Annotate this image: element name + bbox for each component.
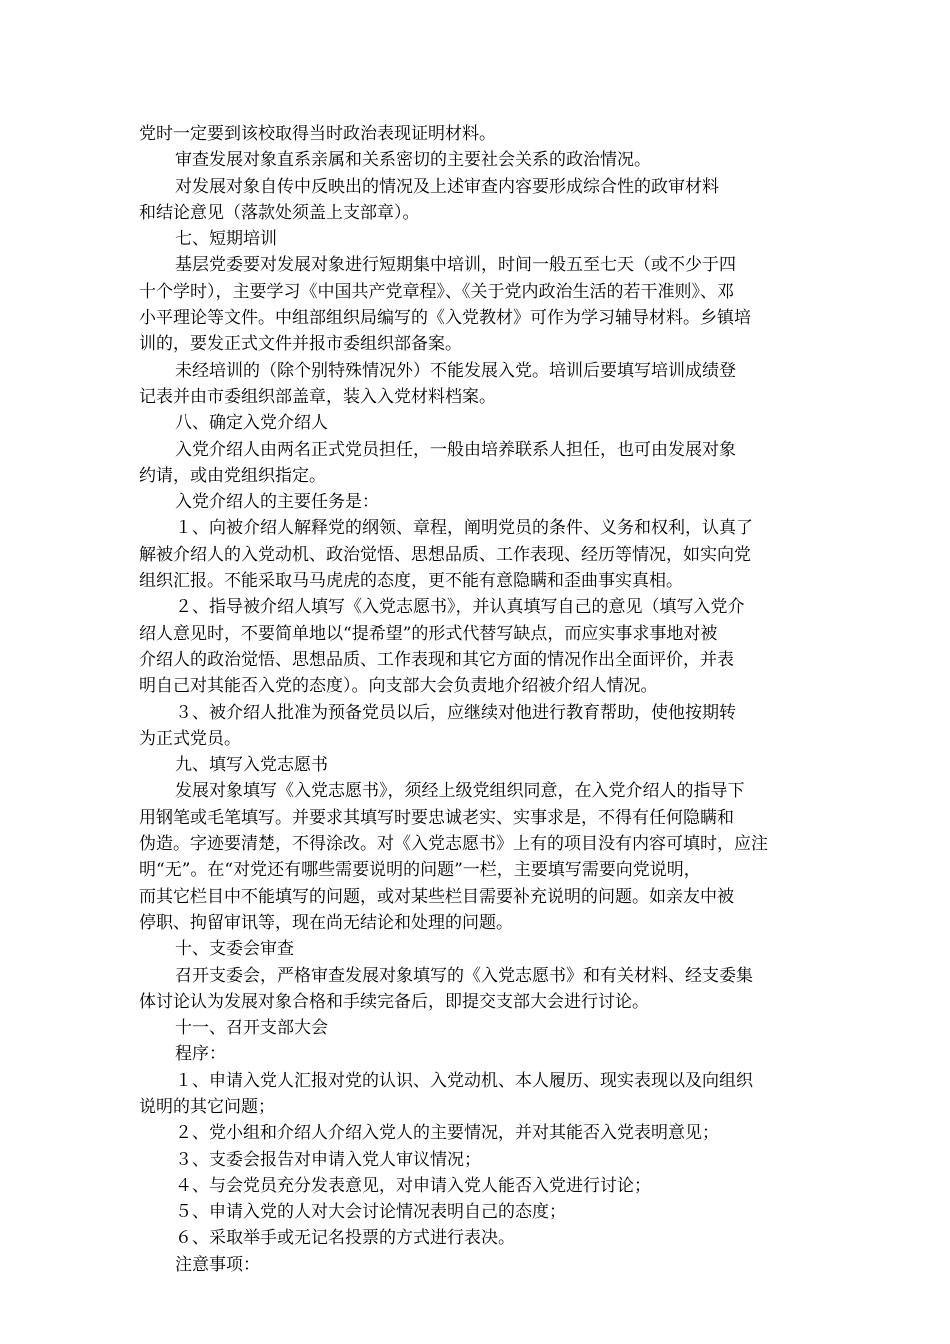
text-line: 说明的其它问题； [139,1096,275,1117]
text-line: 基层党委要对发展对象进行短期集中培训，时间一般五至七天（或不少于四 [175,255,736,276]
text-line: 党时一定要到该校取得当时政治表现证明材料。 [139,124,496,144]
text-line: 入党介绍人由两名正式党员担任，一般由培养联系人担任，也可由发展对象 [175,439,736,460]
text-line: 九、填写入党志愿书 [175,755,328,776]
text-line: １、向被介绍人解释党的纲领、章程，阐明党员的条件、义务和权利，认真了 [175,518,753,539]
text-line: 入党介绍人的主要任务是： [175,492,379,513]
text-line: ５、申请入党的人对大会讨论情况表明自己的态度； [175,1202,566,1223]
text-line: 注意事项： [175,1254,260,1275]
text-line: 发展对象填写《入党志愿书》，须经上级党组织同意，在入党介绍人的指导下 [175,781,745,802]
text-line: 召开支委会，严格审查发展对象填写的《入党志愿书》和有关材料、经支委集 [175,965,753,986]
text-line: ４、与会党员充分发表意见，对申请入党人能否入党进行讨论； [175,1175,651,1196]
text-line: 和结论意见（落款处须盖上支部章）。 [139,202,420,223]
text-line: ３、被介绍人批准为预备党员以后，应继续对他进行教育帮助，使他按期转 [175,702,736,723]
text-line: 绍人意见时，不要简单地以“提希望”的形式代替写缺点，而应实事求事地对被 [139,623,718,644]
text-line: 组织汇报。不能采取马马虎虎的态度，更不能有意隐瞒和歪曲事实真相。 [139,571,683,592]
text-line: 为正式党员。 [139,728,241,749]
text-line: 训的，要发正式文件并报市委组织部备案。 [139,334,462,355]
text-line: ２、指导被介绍人填写《入党志愿书》，并认真填写自己的意见（填写入党介 [175,597,745,618]
text-line: 八、确定入党介绍人 [175,413,328,434]
text-line: 约请，或由党组织指定。 [139,465,326,486]
text-line: 记表并由市委组织部盖章，装入入党材料档案。 [139,386,496,407]
text-line: 介绍人的政治觉悟、思想品质、工作表现和其它方面的情况作出全面评价，并表 [139,649,734,670]
text-line: 停职、拘留审讯等，现在尚无结论和处理的问题。 [139,912,513,933]
text-line: 而其它栏目中不能填写的问题，或对某些栏目需要补充说明的问题。如亲友中被 [139,886,734,907]
text-line: 十、支委会审查 [175,939,294,960]
text-line: 十一、召开支部大会 [175,1018,328,1039]
text-line: １、申请入党人汇报对党的认识、入党动机、本人履历、现实表现以及向组织 [175,1070,753,1091]
document-body [139,121,822,1278]
text-line: ２、党小组和介绍人介绍入党人的主要情况，并对其能否入党表明意见； [175,1123,719,1144]
text-line: 伪造。字迹要清楚，不得涂改。对《入党志愿书》上有的项目没有内容可填时，应注 [139,834,768,855]
text-line: ６、采取举手或无记名投票的方式进行表决。 [175,1228,515,1249]
text-line: 十个学时），主要学习《中国共产党章程》、《关于党内政治生活的若干准则》、邓 [139,281,734,302]
text-line: 体讨论认为发展对象合格和手续完备后，即提交支部大会进行讨论。 [139,991,649,1012]
text-line: ３、支委会报告对申请入党人审议情况； [175,1149,481,1170]
text-line: 用钢笔或毛笔填写。并要求其填写时要忠诚老实、实事求是，不得有任何隐瞒和 [139,807,734,828]
text-line: 小平理论等文件。中组部组织局编写的《入党教材》可作为学习辅导材料。乡镇培 [139,308,751,329]
text-line: 未经培训的（除个别特殊情况外）不能发展入党。培训后要填写培训成绩登 [175,360,736,381]
text-line: 七、短期培训 [175,229,277,250]
text-line: 程序： [175,1044,226,1065]
text-line: 明自己对其能否入党的态度）。向支部大会负责地介绍被介绍人情况。 [139,676,658,697]
text-line: 审查发展对象直系亲属和关系密切的主要社会关系的政治情况。 [175,150,651,171]
text-line: 对发展对象自传中反映出的情况及上述审查内容要形成综合性的政审材料 [175,176,719,197]
text-line: 明“无”。在“对党还有哪些需要说明的问题”一栏，主要填写需要向党说明， [139,860,701,881]
text-line: 解被介绍人的入党动机、政治觉悟、思想品质、工作表现、经历等情况，如实向党 [139,544,751,565]
